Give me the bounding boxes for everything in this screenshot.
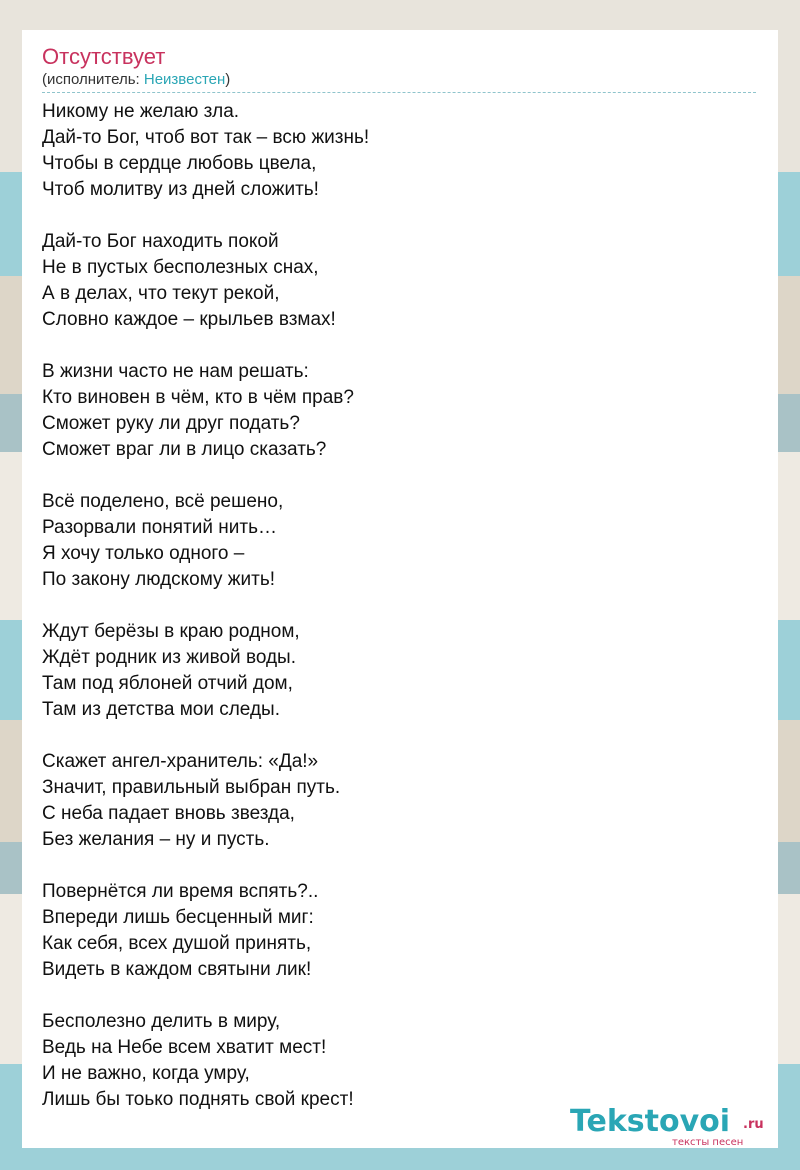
lyrics-line: Лишь бы тоько поднять свой крест! [42, 1089, 354, 1110]
lyrics-stanza [42, 359, 758, 463]
lyrics-line: Сможет руку ли друг подать? [42, 413, 300, 434]
logo-domain: .ru [743, 1117, 764, 1132]
artist-line [42, 70, 756, 93]
site-logo[interactable] [570, 1104, 780, 1150]
logo-wordmark: Tekstovoi [570, 1104, 731, 1139]
lyrics-line: Ждут берёзы в краю родном, [42, 621, 300, 642]
lyrics-line: Никому не желаю зла. [42, 101, 240, 122]
song-title: Отсутствует [42, 44, 166, 69]
lyrics-line: Я хочу только одного – [42, 543, 245, 564]
lyrics-stanza [42, 489, 758, 593]
lyrics-stanza [42, 229, 758, 333]
logo-tagline: тексты песен [672, 1137, 744, 1148]
lyrics-line: Там под яблоней отчий дом, [42, 673, 293, 694]
artist-link[interactable]: Неизвестен [143, 71, 226, 88]
lyrics-line: И не важно, когда умру, [42, 1063, 250, 1084]
lyrics-line: Сможет враг ли в лицо сказать? [42, 439, 327, 460]
lyrics-line: Всё поделено, всё решено, [42, 491, 284, 512]
lyrics-stanza [42, 99, 758, 203]
lyrics-line: Разорвали понятий нить… [42, 517, 278, 538]
lyrics-stanza [42, 619, 758, 723]
lyrics-line: Дай-то Бог, чтоб вот так – всю жизнь! [42, 127, 370, 148]
lyrics-line: Кто виновен в чём, кто в чём прав? [42, 387, 354, 408]
lyrics-stanza [42, 879, 758, 983]
lyrics-line: Чтоб молитву из дней сложить! [42, 179, 319, 200]
lyrics-stanza [42, 749, 758, 853]
lyrics-line: Бесполезно делить в миру, [42, 1011, 281, 1032]
lyrics-line: По закону людскому жить! [42, 569, 276, 590]
lyrics-line: Дай-то Бог находить покой [42, 231, 279, 252]
artist-prefix: (исполнитель: [42, 71, 144, 88]
lyrics-text [42, 99, 758, 1113]
lyrics-line: Впереди лишь бесценный миг: [42, 907, 314, 928]
lyrics-line: Как себя, всех душой принять, [42, 933, 312, 954]
lyrics-line: Без желания – ну и пусть. [42, 829, 270, 850]
lyrics-line: Скажет ангел-хранитель: «Да!» [42, 751, 319, 772]
artist-suffix: ) [225, 71, 231, 88]
lyrics-line: Значит, правильный выбран путь. [42, 777, 341, 798]
lyrics-line: С неба падает вновь звезда, [42, 803, 295, 824]
lyrics-line: А в делах, что текут рекой, [42, 283, 280, 304]
lyrics-line: Видеть в каждом святыни лик! [42, 959, 312, 980]
lyrics-line: Повернётся ли время вспять?.. [42, 881, 319, 902]
lyrics-line: В жизни часто не нам решать: [42, 361, 309, 382]
lyrics-line: Чтобы в сердце любовь цвела, [42, 153, 317, 174]
lyrics-line: Там из детства мои следы. [42, 699, 280, 720]
lyrics-line: Ведь на Небе всем хватит мест! [42, 1037, 327, 1058]
lyrics-line: Не в пустых бесполезных снах, [42, 257, 319, 278]
lyrics-card [22, 30, 778, 1148]
lyrics-line: Словно каждое – крыльев взмах! [42, 309, 336, 330]
lyrics-line: Ждёт родник из живой воды. [42, 647, 296, 668]
lyrics-stanza [42, 1009, 758, 1113]
